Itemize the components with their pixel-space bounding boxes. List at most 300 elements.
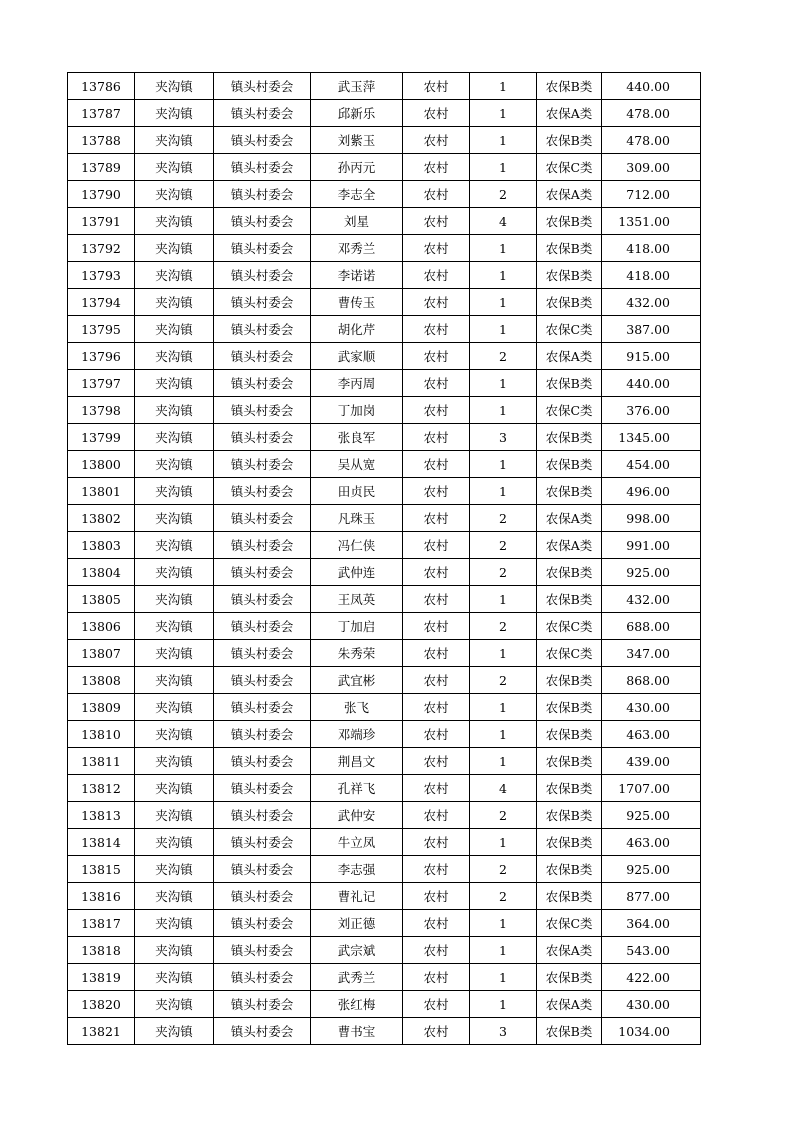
- name-cell: 曹传玉: [311, 289, 403, 316]
- area-type-cell: 农村: [403, 910, 470, 937]
- serial-number-cell: 13805: [68, 586, 135, 613]
- table-row: [68, 451, 701, 478]
- amount-cell: 877.00: [602, 883, 701, 910]
- town-cell: 夹沟镇: [135, 424, 214, 451]
- area-type-cell: 农村: [403, 775, 470, 802]
- area-type-cell: 农村: [403, 721, 470, 748]
- area-type-cell: 农村: [403, 829, 470, 856]
- town-cell: 夹沟镇: [135, 73, 214, 100]
- village-committee-cell: 镇头村委会: [214, 343, 311, 370]
- category-cell: 农保C类: [537, 613, 602, 640]
- serial-number-cell: 13800: [68, 451, 135, 478]
- town-cell: 夹沟镇: [135, 910, 214, 937]
- serial-number-cell: 13798: [68, 397, 135, 424]
- serial-number-cell: 13796: [68, 343, 135, 370]
- village-committee-cell: 镇头村委会: [214, 478, 311, 505]
- village-committee-cell: 镇头村委会: [214, 73, 311, 100]
- amount-cell: 543.00: [602, 937, 701, 964]
- village-committee-cell: 镇头村委会: [214, 208, 311, 235]
- category-cell: 农保A类: [537, 991, 602, 1018]
- amount-cell: 432.00: [602, 586, 701, 613]
- area-type-cell: 农村: [403, 1018, 470, 1045]
- table-row: [68, 73, 701, 100]
- category-cell: 农保A类: [537, 505, 602, 532]
- village-committee-cell: 镇头村委会: [214, 775, 311, 802]
- amount-cell: 478.00: [602, 100, 701, 127]
- household-size-cell: 1: [470, 721, 537, 748]
- village-committee-cell: 镇头村委会: [214, 289, 311, 316]
- town-cell: 夹沟镇: [135, 856, 214, 883]
- name-cell: 张良军: [311, 424, 403, 451]
- table-row: [68, 370, 701, 397]
- village-committee-cell: 镇头村委会: [214, 748, 311, 775]
- serial-number-cell: 13787: [68, 100, 135, 127]
- area-type-cell: 农村: [403, 667, 470, 694]
- serial-number-cell: 13786: [68, 73, 135, 100]
- amount-cell: 439.00: [602, 748, 701, 775]
- serial-number-cell: 13791: [68, 208, 135, 235]
- household-size-cell: 1: [470, 748, 537, 775]
- serial-number-cell: 13821: [68, 1018, 135, 1045]
- category-cell: 农保B类: [537, 586, 602, 613]
- town-cell: 夹沟镇: [135, 586, 214, 613]
- category-cell: 农保C类: [537, 154, 602, 181]
- area-type-cell: 农村: [403, 856, 470, 883]
- table-row: [68, 100, 701, 127]
- amount-cell: 387.00: [602, 316, 701, 343]
- table-row: [68, 883, 701, 910]
- name-cell: 李志强: [311, 856, 403, 883]
- category-cell: 农保B类: [537, 289, 602, 316]
- area-type-cell: 农村: [403, 154, 470, 181]
- area-type-cell: 农村: [403, 883, 470, 910]
- amount-cell: 688.00: [602, 613, 701, 640]
- town-cell: 夹沟镇: [135, 694, 214, 721]
- category-cell: 农保B类: [537, 694, 602, 721]
- roster-sheet: [67, 72, 701, 1045]
- amount-cell: 925.00: [602, 559, 701, 586]
- category-cell: 农保B类: [537, 1018, 602, 1045]
- town-cell: 夹沟镇: [135, 937, 214, 964]
- serial-number-cell: 13808: [68, 667, 135, 694]
- category-cell: 农保A类: [537, 343, 602, 370]
- serial-number-cell: 13795: [68, 316, 135, 343]
- village-committee-cell: 镇头村委会: [214, 910, 311, 937]
- area-type-cell: 农村: [403, 370, 470, 397]
- amount-cell: 925.00: [602, 802, 701, 829]
- category-cell: 农保A类: [537, 532, 602, 559]
- household-size-cell: 1: [470, 478, 537, 505]
- amount-cell: 347.00: [602, 640, 701, 667]
- name-cell: 孔祥飞: [311, 775, 403, 802]
- household-size-cell: 2: [470, 559, 537, 586]
- village-committee-cell: 镇头村委会: [214, 532, 311, 559]
- area-type-cell: 农村: [403, 397, 470, 424]
- household-size-cell: 1: [470, 262, 537, 289]
- table-row: [68, 289, 701, 316]
- village-committee-cell: 镇头村委会: [214, 262, 311, 289]
- household-size-cell: 1: [470, 154, 537, 181]
- village-committee-cell: 镇头村委会: [214, 100, 311, 127]
- name-cell: 丁加启: [311, 613, 403, 640]
- table-row: [68, 478, 701, 505]
- amount-cell: 1345.00: [602, 424, 701, 451]
- name-cell: 刘紫玉: [311, 127, 403, 154]
- serial-number-cell: 13810: [68, 721, 135, 748]
- serial-number-cell: 13799: [68, 424, 135, 451]
- name-cell: 曹礼记: [311, 883, 403, 910]
- category-cell: 农保B类: [537, 883, 602, 910]
- town-cell: 夹沟镇: [135, 883, 214, 910]
- area-type-cell: 农村: [403, 532, 470, 559]
- household-size-cell: 1: [470, 289, 537, 316]
- household-size-cell: 1: [470, 370, 537, 397]
- serial-number-cell: 13811: [68, 748, 135, 775]
- area-type-cell: 农村: [403, 640, 470, 667]
- household-size-cell: 1: [470, 640, 537, 667]
- name-cell: 李志全: [311, 181, 403, 208]
- area-type-cell: 农村: [403, 181, 470, 208]
- serial-number-cell: 13788: [68, 127, 135, 154]
- name-cell: 邱新乐: [311, 100, 403, 127]
- serial-number-cell: 13806: [68, 613, 135, 640]
- name-cell: 武仲安: [311, 802, 403, 829]
- town-cell: 夹沟镇: [135, 559, 214, 586]
- area-type-cell: 农村: [403, 316, 470, 343]
- serial-number-cell: 13792: [68, 235, 135, 262]
- name-cell: 丁加岗: [311, 397, 403, 424]
- category-cell: 农保B类: [537, 964, 602, 991]
- name-cell: 武家顺: [311, 343, 403, 370]
- amount-cell: 496.00: [602, 478, 701, 505]
- town-cell: 夹沟镇: [135, 829, 214, 856]
- household-size-cell: 2: [470, 667, 537, 694]
- category-cell: 农保A类: [537, 937, 602, 964]
- amount-cell: 430.00: [602, 694, 701, 721]
- household-size-cell: 2: [470, 532, 537, 559]
- category-cell: 农保B类: [537, 829, 602, 856]
- table-row: [68, 127, 701, 154]
- amount-cell: 1351.00: [602, 208, 701, 235]
- area-type-cell: 农村: [403, 991, 470, 1018]
- household-size-cell: 1: [470, 991, 537, 1018]
- category-cell: 农保B类: [537, 559, 602, 586]
- area-type-cell: 农村: [403, 694, 470, 721]
- category-cell: 农保B类: [537, 478, 602, 505]
- table-row: [68, 694, 701, 721]
- serial-number-cell: 13818: [68, 937, 135, 964]
- table-row: [68, 829, 701, 856]
- category-cell: 农保A类: [537, 100, 602, 127]
- village-committee-cell: 镇头村委会: [214, 505, 311, 532]
- town-cell: 夹沟镇: [135, 802, 214, 829]
- area-type-cell: 农村: [403, 343, 470, 370]
- town-cell: 夹沟镇: [135, 775, 214, 802]
- name-cell: 吴从宽: [311, 451, 403, 478]
- household-size-cell: 2: [470, 613, 537, 640]
- table-row: [68, 910, 701, 937]
- village-committee-cell: 镇头村委会: [214, 370, 311, 397]
- serial-number-cell: 13789: [68, 154, 135, 181]
- table-row: [68, 964, 701, 991]
- village-committee-cell: 镇头村委会: [214, 181, 311, 208]
- household-size-cell: 2: [470, 505, 537, 532]
- name-cell: 朱秀荣: [311, 640, 403, 667]
- table-row: [68, 532, 701, 559]
- table-row: [68, 154, 701, 181]
- name-cell: 牛立凤: [311, 829, 403, 856]
- table-row: [68, 586, 701, 613]
- village-committee-cell: 镇头村委会: [214, 154, 311, 181]
- area-type-cell: 农村: [403, 613, 470, 640]
- category-cell: 农保C类: [537, 316, 602, 343]
- table-body: [68, 73, 701, 1045]
- name-cell: 荆昌文: [311, 748, 403, 775]
- household-size-cell: 1: [470, 829, 537, 856]
- serial-number-cell: 13817: [68, 910, 135, 937]
- category-cell: 农保B类: [537, 667, 602, 694]
- amount-cell: 915.00: [602, 343, 701, 370]
- category-cell: 农保C类: [537, 910, 602, 937]
- serial-number-cell: 13803: [68, 532, 135, 559]
- household-size-cell: 4: [470, 208, 537, 235]
- serial-number-cell: 13814: [68, 829, 135, 856]
- name-cell: 武宗斌: [311, 937, 403, 964]
- serial-number-cell: 13807: [68, 640, 135, 667]
- town-cell: 夹沟镇: [135, 1018, 214, 1045]
- table-row: [68, 505, 701, 532]
- household-size-cell: 4: [470, 775, 537, 802]
- name-cell: 田贞民: [311, 478, 403, 505]
- area-type-cell: 农村: [403, 235, 470, 262]
- serial-number-cell: 13815: [68, 856, 135, 883]
- village-committee-cell: 镇头村委会: [214, 235, 311, 262]
- area-type-cell: 农村: [403, 424, 470, 451]
- town-cell: 夹沟镇: [135, 316, 214, 343]
- town-cell: 夹沟镇: [135, 181, 214, 208]
- area-type-cell: 农村: [403, 937, 470, 964]
- category-cell: 农保B类: [537, 802, 602, 829]
- amount-cell: 440.00: [602, 73, 701, 100]
- amount-cell: 463.00: [602, 721, 701, 748]
- name-cell: 武仲连: [311, 559, 403, 586]
- category-cell: 农保B类: [537, 127, 602, 154]
- serial-number-cell: 13816: [68, 883, 135, 910]
- category-cell: 农保B类: [537, 262, 602, 289]
- amount-cell: 376.00: [602, 397, 701, 424]
- town-cell: 夹沟镇: [135, 289, 214, 316]
- area-type-cell: 农村: [403, 289, 470, 316]
- table-row: [68, 1018, 701, 1045]
- name-cell: 冯仁侠: [311, 532, 403, 559]
- town-cell: 夹沟镇: [135, 127, 214, 154]
- amount-cell: 432.00: [602, 289, 701, 316]
- town-cell: 夹沟镇: [135, 235, 214, 262]
- household-size-cell: 2: [470, 802, 537, 829]
- village-committee-cell: 镇头村委会: [214, 937, 311, 964]
- name-cell: 胡化芹: [311, 316, 403, 343]
- roster-table: [67, 72, 701, 1045]
- category-cell: 农保B类: [537, 370, 602, 397]
- village-committee-cell: 镇头村委会: [214, 964, 311, 991]
- name-cell: 刘星: [311, 208, 403, 235]
- area-type-cell: 农村: [403, 262, 470, 289]
- amount-cell: 868.00: [602, 667, 701, 694]
- area-type-cell: 农村: [403, 478, 470, 505]
- table-row: [68, 667, 701, 694]
- area-type-cell: 农村: [403, 451, 470, 478]
- amount-cell: 418.00: [602, 235, 701, 262]
- name-cell: 李丙周: [311, 370, 403, 397]
- town-cell: 夹沟镇: [135, 532, 214, 559]
- category-cell: 农保B类: [537, 451, 602, 478]
- serial-number-cell: 13801: [68, 478, 135, 505]
- serial-number-cell: 13813: [68, 802, 135, 829]
- village-committee-cell: 镇头村委会: [214, 127, 311, 154]
- town-cell: 夹沟镇: [135, 505, 214, 532]
- name-cell: 邓秀兰: [311, 235, 403, 262]
- area-type-cell: 农村: [403, 505, 470, 532]
- village-committee-cell: 镇头村委会: [214, 559, 311, 586]
- town-cell: 夹沟镇: [135, 964, 214, 991]
- serial-number-cell: 13790: [68, 181, 135, 208]
- table-row: [68, 316, 701, 343]
- household-size-cell: 1: [470, 964, 537, 991]
- name-cell: 张飞: [311, 694, 403, 721]
- town-cell: 夹沟镇: [135, 721, 214, 748]
- name-cell: 邓端珍: [311, 721, 403, 748]
- table-row: [68, 235, 701, 262]
- amount-cell: 1034.00: [602, 1018, 701, 1045]
- household-size-cell: 1: [470, 694, 537, 721]
- amount-cell: 422.00: [602, 964, 701, 991]
- village-committee-cell: 镇头村委会: [214, 856, 311, 883]
- category-cell: 农保B类: [537, 424, 602, 451]
- amount-cell: 440.00: [602, 370, 701, 397]
- town-cell: 夹沟镇: [135, 208, 214, 235]
- serial-number-cell: 13797: [68, 370, 135, 397]
- amount-cell: 1707.00: [602, 775, 701, 802]
- village-committee-cell: 镇头村委会: [214, 451, 311, 478]
- amount-cell: 463.00: [602, 829, 701, 856]
- category-cell: 农保C类: [537, 640, 602, 667]
- name-cell: 刘正德: [311, 910, 403, 937]
- village-committee-cell: 镇头村委会: [214, 1018, 311, 1045]
- amount-cell: 418.00: [602, 262, 701, 289]
- serial-number-cell: 13809: [68, 694, 135, 721]
- town-cell: 夹沟镇: [135, 397, 214, 424]
- household-size-cell: 1: [470, 397, 537, 424]
- household-size-cell: 2: [470, 883, 537, 910]
- category-cell: 农保C类: [537, 397, 602, 424]
- table-row: [68, 397, 701, 424]
- village-committee-cell: 镇头村委会: [214, 991, 311, 1018]
- name-cell: 武秀兰: [311, 964, 403, 991]
- amount-cell: 991.00: [602, 532, 701, 559]
- serial-number-cell: 13793: [68, 262, 135, 289]
- name-cell: 孙丙元: [311, 154, 403, 181]
- town-cell: 夹沟镇: [135, 451, 214, 478]
- serial-number-cell: 13802: [68, 505, 135, 532]
- household-size-cell: 2: [470, 856, 537, 883]
- household-size-cell: 1: [470, 316, 537, 343]
- serial-number-cell: 13819: [68, 964, 135, 991]
- table-row: [68, 343, 701, 370]
- amount-cell: 478.00: [602, 127, 701, 154]
- name-cell: 凡珠玉: [311, 505, 403, 532]
- name-cell: 张红梅: [311, 991, 403, 1018]
- category-cell: 农保B类: [537, 73, 602, 100]
- household-size-cell: 2: [470, 181, 537, 208]
- serial-number-cell: 13794: [68, 289, 135, 316]
- town-cell: 夹沟镇: [135, 154, 214, 181]
- category-cell: 农保B类: [537, 208, 602, 235]
- household-size-cell: 1: [470, 910, 537, 937]
- village-committee-cell: 镇头村委会: [214, 640, 311, 667]
- town-cell: 夹沟镇: [135, 370, 214, 397]
- town-cell: 夹沟镇: [135, 343, 214, 370]
- town-cell: 夹沟镇: [135, 667, 214, 694]
- table-row: [68, 559, 701, 586]
- category-cell: 农保A类: [537, 181, 602, 208]
- amount-cell: 364.00: [602, 910, 701, 937]
- table-row: [68, 748, 701, 775]
- category-cell: 农保B类: [537, 748, 602, 775]
- table-row: [68, 991, 701, 1018]
- household-size-cell: 1: [470, 235, 537, 262]
- table-row: [68, 721, 701, 748]
- household-size-cell: 3: [470, 424, 537, 451]
- town-cell: 夹沟镇: [135, 100, 214, 127]
- name-cell: 武玉萍: [311, 73, 403, 100]
- table-row: [68, 937, 701, 964]
- household-size-cell: 1: [470, 586, 537, 613]
- category-cell: 农保B类: [537, 721, 602, 748]
- town-cell: 夹沟镇: [135, 613, 214, 640]
- area-type-cell: 农村: [403, 748, 470, 775]
- village-committee-cell: 镇头村委会: [214, 694, 311, 721]
- area-type-cell: 农村: [403, 964, 470, 991]
- table-row: [68, 802, 701, 829]
- area-type-cell: 农村: [403, 73, 470, 100]
- village-committee-cell: 镇头村委会: [214, 613, 311, 640]
- household-size-cell: 3: [470, 1018, 537, 1045]
- village-committee-cell: 镇头村委会: [214, 802, 311, 829]
- town-cell: 夹沟镇: [135, 262, 214, 289]
- table-row: [68, 856, 701, 883]
- village-committee-cell: 镇头村委会: [214, 883, 311, 910]
- area-type-cell: 农村: [403, 559, 470, 586]
- village-committee-cell: 镇头村委会: [214, 721, 311, 748]
- category-cell: 农保B类: [537, 775, 602, 802]
- table-row: [68, 262, 701, 289]
- serial-number-cell: 13820: [68, 991, 135, 1018]
- town-cell: 夹沟镇: [135, 478, 214, 505]
- category-cell: 农保B类: [537, 856, 602, 883]
- town-cell: 夹沟镇: [135, 748, 214, 775]
- category-cell: 农保B类: [537, 235, 602, 262]
- household-size-cell: 1: [470, 937, 537, 964]
- village-committee-cell: 镇头村委会: [214, 829, 311, 856]
- table-row: [68, 640, 701, 667]
- household-size-cell: 1: [470, 451, 537, 478]
- table-row: [68, 208, 701, 235]
- amount-cell: 309.00: [602, 154, 701, 181]
- village-committee-cell: 镇头村委会: [214, 316, 311, 343]
- name-cell: 王凤英: [311, 586, 403, 613]
- village-committee-cell: 镇头村委会: [214, 586, 311, 613]
- household-size-cell: 1: [470, 127, 537, 154]
